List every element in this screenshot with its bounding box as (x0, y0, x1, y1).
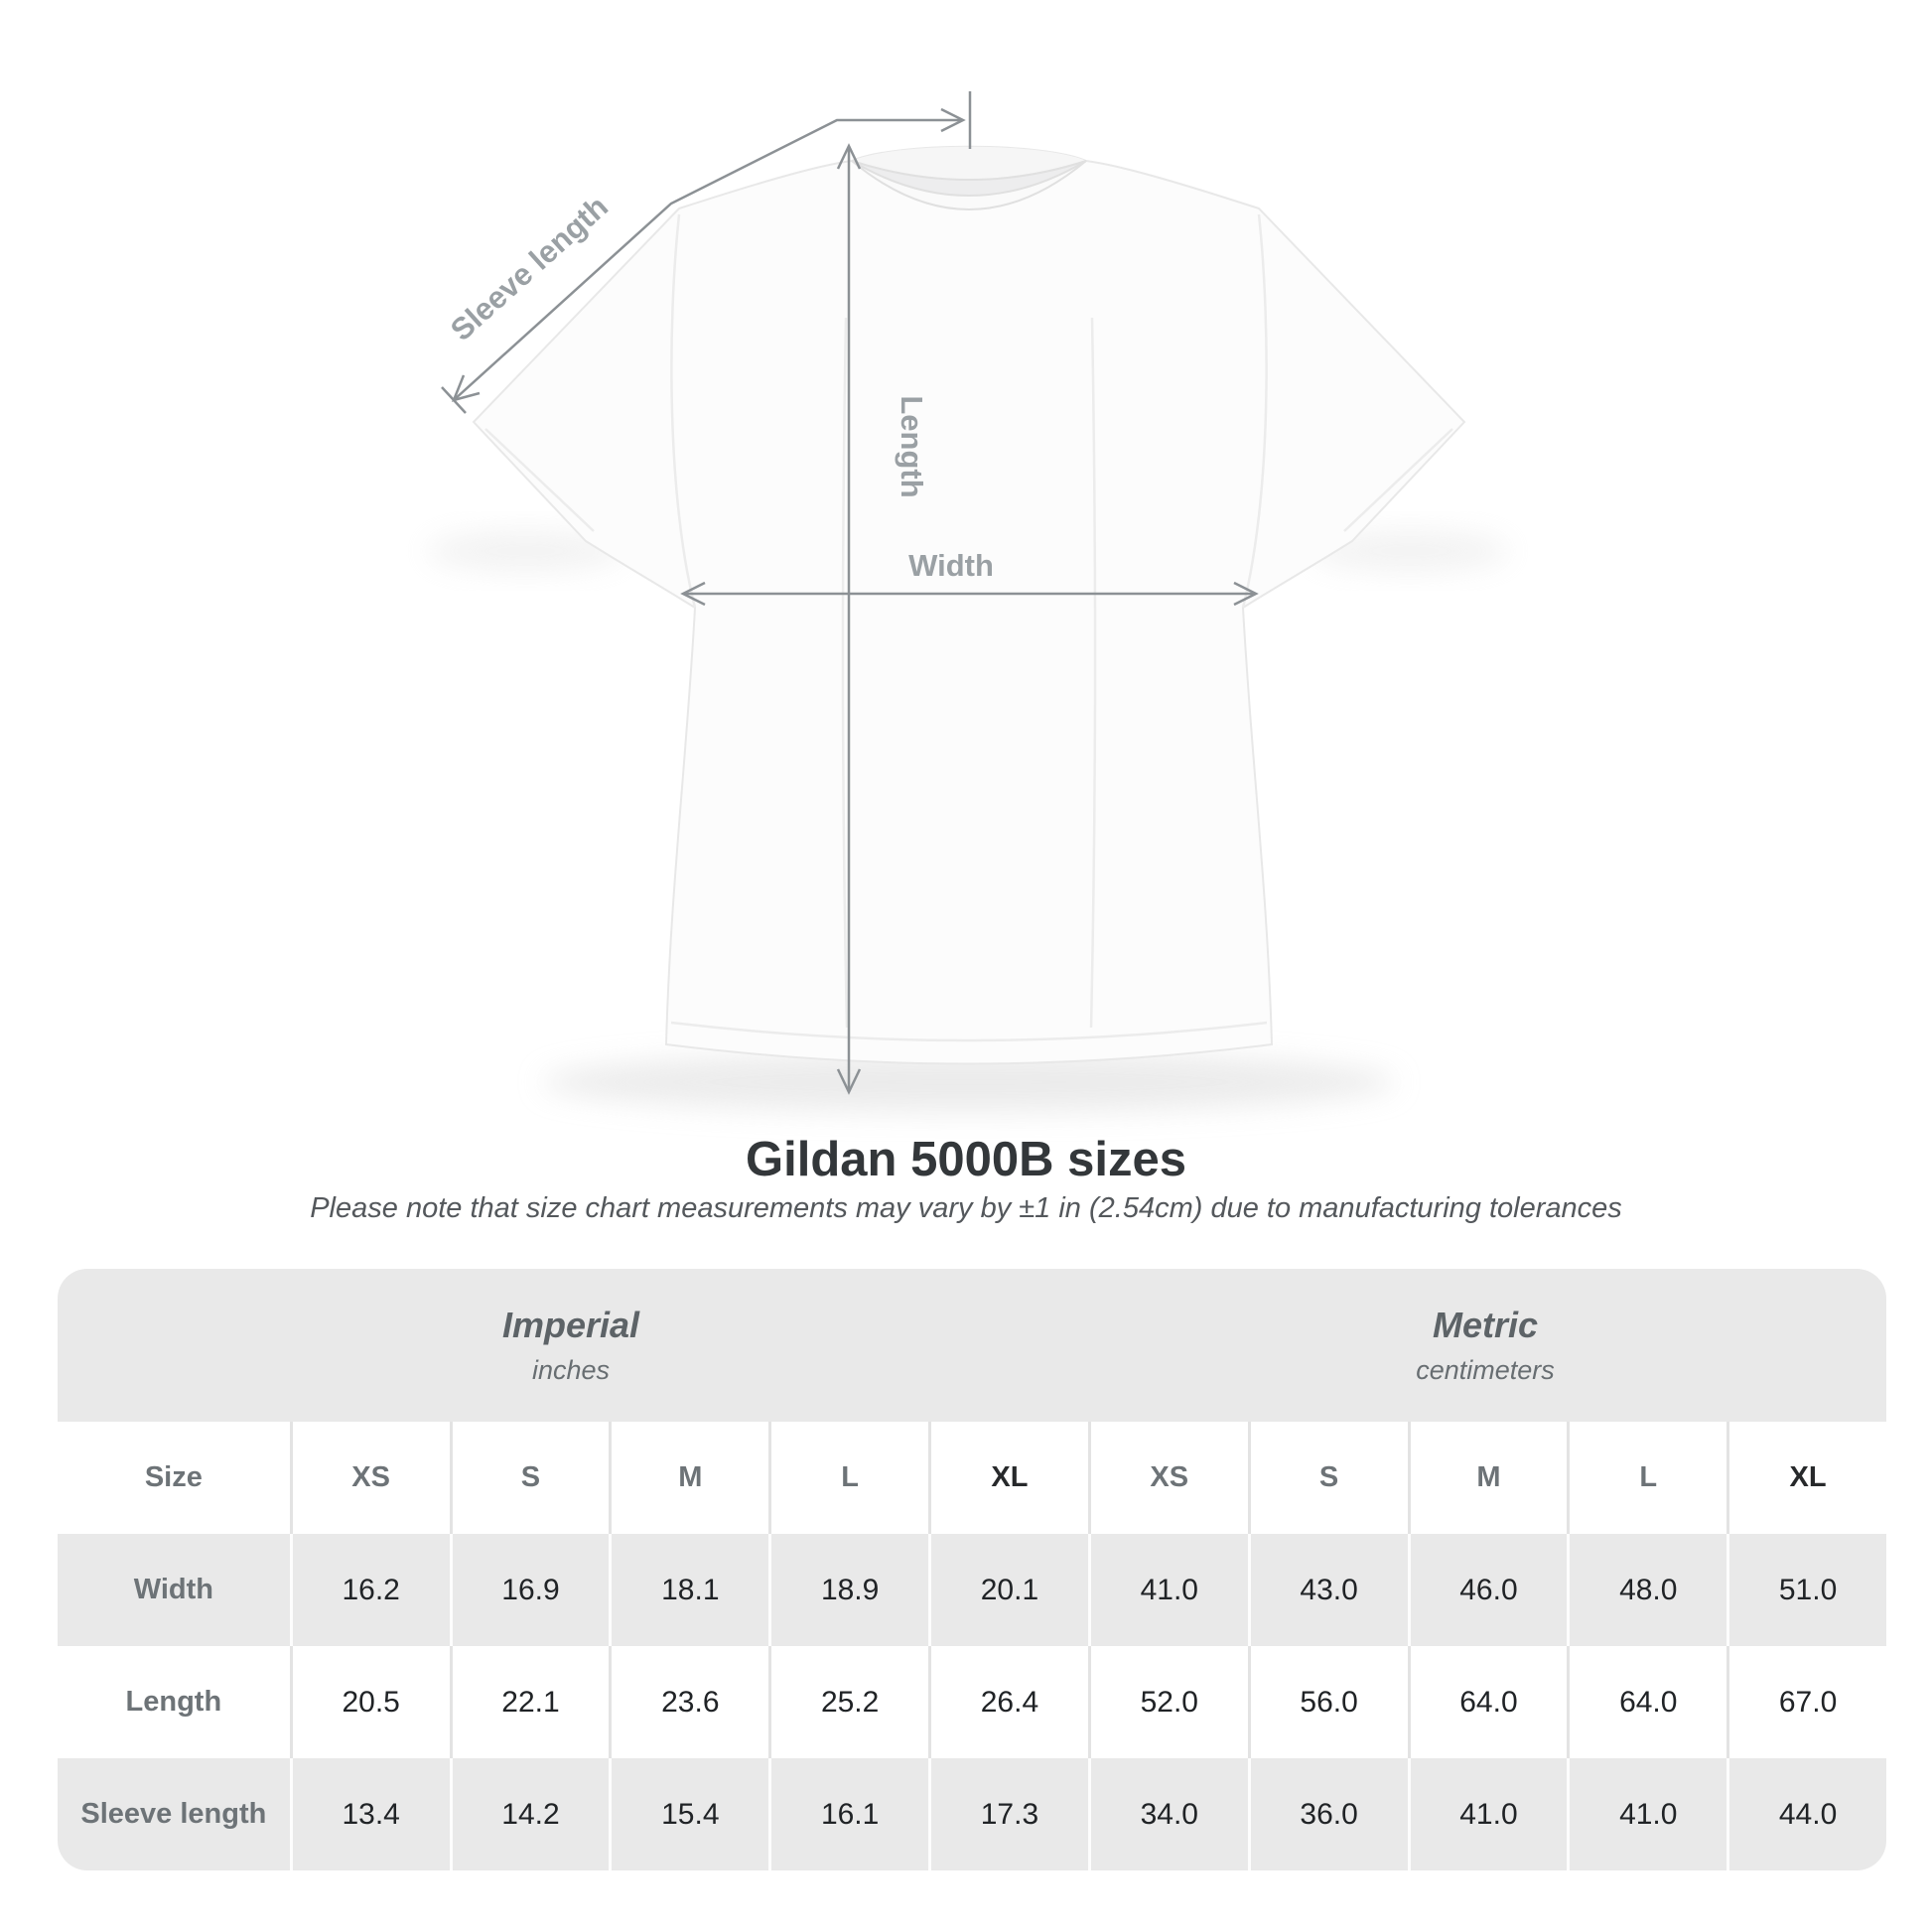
value-cell: 64.0 (1567, 1646, 1726, 1758)
value-cell: 44.0 (1726, 1758, 1886, 1870)
value-cell: 18.1 (609, 1534, 768, 1646)
width-label: Width (908, 548, 994, 583)
metric-section-header (1084, 1269, 1886, 1422)
value-cell: 67.0 (1726, 1646, 1886, 1758)
value-cell: 20.5 (290, 1646, 450, 1758)
value-cell: 52.0 (1088, 1646, 1248, 1758)
value-cell: 46.0 (1408, 1534, 1568, 1646)
length-label: Length (895, 395, 929, 498)
size-header-metric-s: S (1248, 1422, 1408, 1534)
value-cell: 16.2 (290, 1534, 450, 1646)
size-header-imperial-l: L (768, 1422, 928, 1534)
value-cell: 14.2 (450, 1758, 610, 1870)
value-cell: 41.0 (1408, 1758, 1568, 1870)
row-label: Sleeve length (80, 1798, 267, 1830)
table-row-sleeve-length (58, 1758, 1886, 1870)
size-header-metric-m: M (1408, 1422, 1568, 1534)
value-cell: 16.9 (450, 1534, 610, 1646)
imperial-title: Imperial (501, 1305, 640, 1345)
size-header-imperial-xs: XS (290, 1422, 450, 1534)
page-title: Gildan 5000B sizes (746, 1133, 1186, 1186)
value-cell: 56.0 (1248, 1646, 1408, 1758)
value-cell: 41.0 (1567, 1758, 1726, 1870)
size-table (58, 1269, 1886, 1870)
metric-title: Metric (1432, 1305, 1539, 1345)
value-cell: 17.3 (928, 1758, 1088, 1870)
value-cell: 43.0 (1248, 1534, 1408, 1646)
row-label: Width (133, 1574, 213, 1605)
value-cell: 48.0 (1567, 1534, 1726, 1646)
row-label: Length (125, 1686, 222, 1718)
imperial-unit: inches (531, 1355, 611, 1385)
tolerance-note: Please note that size chart measurements may vary by ±1 in (2.54cm) due to manufacturing tolerances (310, 1192, 1622, 1224)
size-header-imperial-m: M (609, 1422, 768, 1534)
value-cell: 16.1 (768, 1758, 928, 1870)
table-header-row (58, 1422, 1886, 1534)
size-header-metric-xl: XL (1726, 1422, 1886, 1534)
imperial-section-header (58, 1269, 1084, 1422)
table-row-width (58, 1534, 1886, 1646)
value-cell: 15.4 (609, 1758, 768, 1870)
value-cell: 26.4 (928, 1646, 1088, 1758)
value-cell: 34.0 (1088, 1758, 1248, 1870)
table-row-length (58, 1646, 1886, 1758)
value-cell: 41.0 (1088, 1534, 1248, 1646)
size-header-imperial-s: S (450, 1422, 610, 1534)
value-cell: 51.0 (1726, 1534, 1886, 1646)
unit-system-band (58, 1269, 1886, 1422)
tshirt-illustration (474, 147, 1464, 1064)
value-cell: 25.2 (768, 1646, 928, 1758)
value-cell: 23.6 (609, 1646, 768, 1758)
size-header-metric-l: L (1567, 1422, 1726, 1534)
size-header-imperial-xl: XL (928, 1422, 1088, 1534)
value-cell: 36.0 (1248, 1758, 1408, 1870)
sleeve-length-label: Sleeve length (444, 189, 615, 348)
value-cell: 64.0 (1408, 1646, 1568, 1758)
value-cell: 22.1 (450, 1646, 610, 1758)
size-column-header: Size (144, 1461, 203, 1493)
tshirt-body (474, 147, 1464, 1064)
size-header-metric-xs: XS (1088, 1422, 1248, 1534)
metric-unit: centimeters (1416, 1355, 1555, 1385)
value-cell: 20.1 (928, 1534, 1088, 1646)
value-cell: 13.4 (290, 1758, 450, 1870)
value-cell: 18.9 (768, 1534, 928, 1646)
